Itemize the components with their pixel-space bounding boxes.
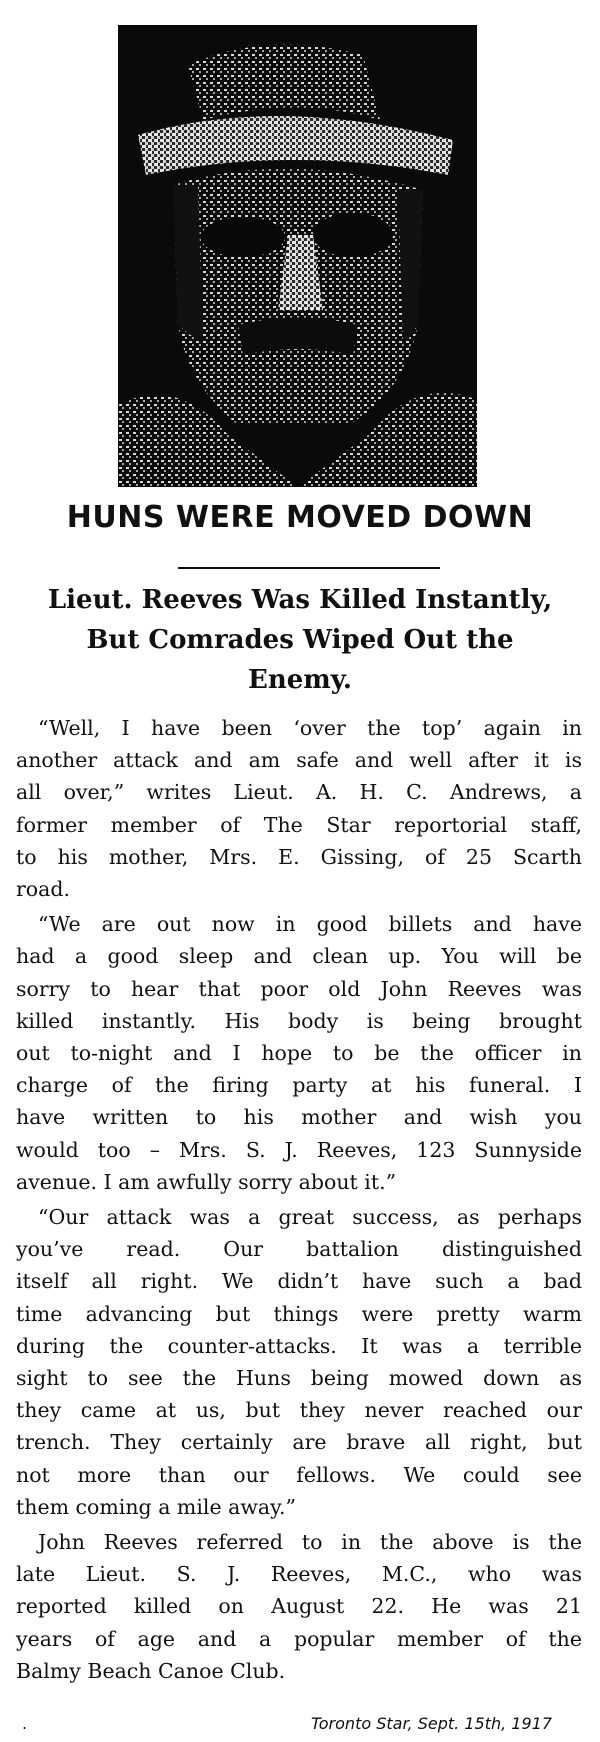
article-line: charge of the firing party at his funeral. I <box>16 1073 582 1098</box>
article-line: reported killed on August 22. He was 21 <box>16 1594 582 1619</box>
article-line: would too – Mrs. S. J. Reeves, 123 Sunnyside <box>16 1137 582 1162</box>
subheadline <box>0 580 600 700</box>
article-line: “Our attack was a great success, as perhaps <box>38 1205 582 1230</box>
article-line: “We are out now in good billets and have <box>38 912 582 937</box>
article-paragraph <box>16 1526 582 1687</box>
margin-mark: . <box>22 1714 28 1733</box>
article-line: out to-night and I hope to be the officer in <box>16 1041 582 1066</box>
article-line: to his mother, Mrs. E. Gissing, of 25 Scarth <box>16 844 582 869</box>
article-paragraph <box>16 908 582 1198</box>
source-credit: Toronto Star, Sept. 15th, 1917 <box>310 1714 552 1733</box>
article-line: another attack and am safe and well after it is <box>16 748 582 773</box>
article-line: during the counter-attacks. It was a terrible <box>16 1333 582 1358</box>
article-line: late Lieut. S. J. Reeves, M.C., who was <box>16 1562 582 1587</box>
article-line: trench. They certainly are brave all right, but <box>16 1430 582 1455</box>
article-line: former member of The Star reportorial staff, <box>16 812 582 837</box>
article-line: road. <box>16 877 71 902</box>
portrait-halftone-image <box>118 25 477 487</box>
subheadline-line: Enemy. <box>248 665 352 695</box>
article-line: you’ve read. Our battalion distinguished <box>16 1237 582 1262</box>
article-line: itself all right. We didn’t have such a bad <box>16 1269 582 1294</box>
article-line: sorry to hear that poor old John Reeves was <box>16 976 582 1001</box>
portrait-photo <box>118 25 477 487</box>
article-paragraph <box>16 1201 582 1523</box>
article-line: them coming a mile away.” <box>16 1494 296 1519</box>
article-line: years of age and a popular member of the <box>16 1626 582 1651</box>
article-line: not more than our fellows. We could see <box>16 1462 582 1487</box>
article-line: killed instantly. His body is being brought <box>16 1008 582 1033</box>
article-line: avenue. I am awfully sorry about it.” <box>16 1169 397 1194</box>
article-line: John Reeves referred to in the above is the <box>38 1530 582 1555</box>
article-line: Balmy Beach Canoe Club. <box>16 1658 286 1683</box>
article-line: “Well, I have been ‘over the top’ again in <box>38 716 582 740</box>
article-line: time advancing but things were pretty warm <box>16 1301 582 1326</box>
headline-divider <box>178 567 440 569</box>
article-paragraph <box>16 712 582 905</box>
subheadline-line: But Comrades Wiped Out the <box>86 625 514 655</box>
article-body <box>16 712 582 1690</box>
headline: HUNS WERE MOVED DOWN <box>66 500 534 535</box>
article-line: had a good sleep and clean up. You will be <box>16 944 582 969</box>
article-line: sight to see the Huns being mowed down as <box>16 1366 582 1391</box>
subheadline-line: Lieut. Reeves Was Killed Instantly, <box>47 585 553 615</box>
article-line: all over,” writes Lieut. A. H. C. Andrews, a <box>16 780 582 805</box>
article-line: they came at us, but they never reached our <box>16 1398 582 1423</box>
article-line: have written to his mother and wish you <box>16 1105 582 1130</box>
